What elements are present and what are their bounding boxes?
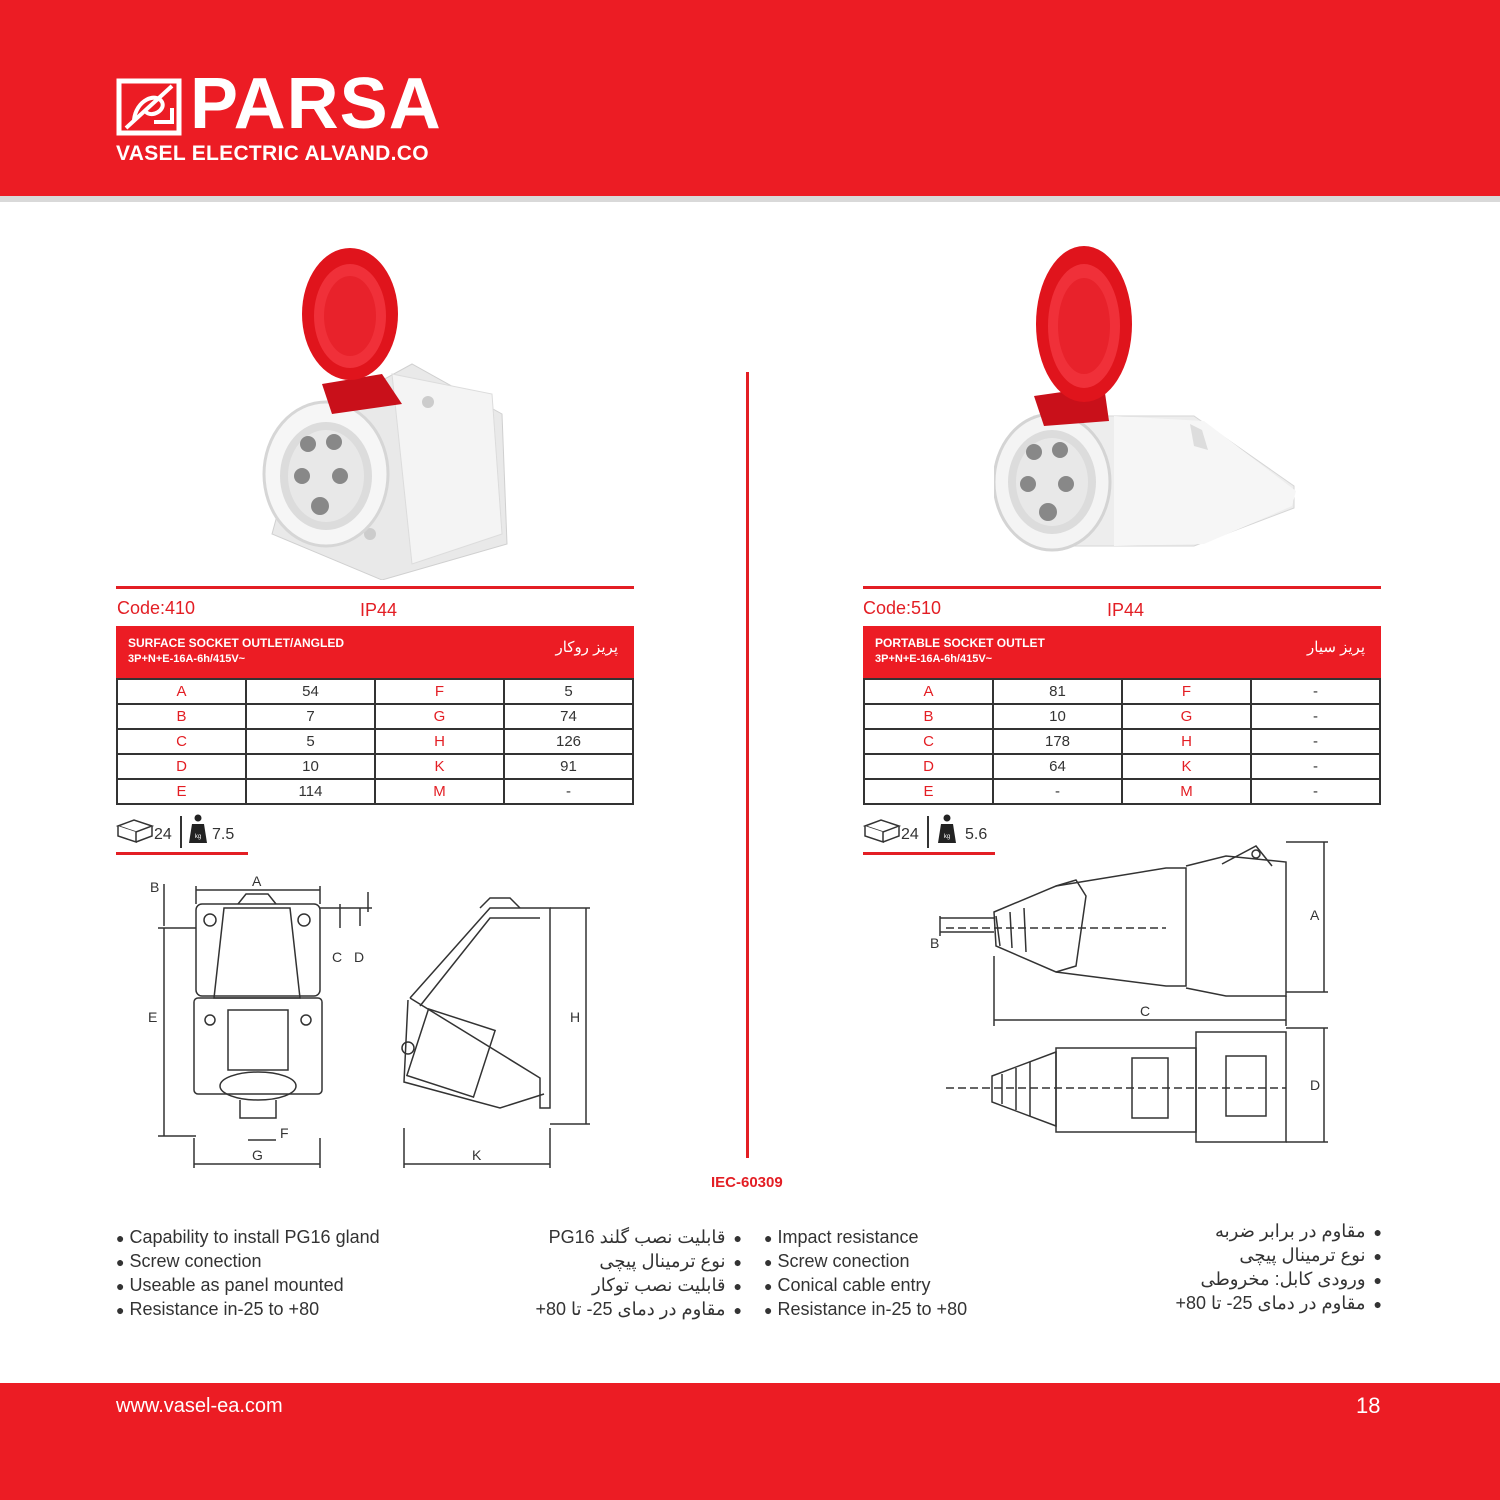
dim-key: A xyxy=(117,679,246,704)
dim-key: C xyxy=(864,729,993,754)
dim-label-b: B xyxy=(150,879,160,895)
ip-rating: IP44 xyxy=(360,600,398,620)
dim-key: H xyxy=(375,729,504,754)
list-item: ● Useable as panel mounted xyxy=(116,1274,380,1298)
dim-key: M xyxy=(375,779,504,804)
table-row xyxy=(864,779,1380,804)
product-code: Code:410 xyxy=(117,598,196,618)
dim-key: M xyxy=(1122,779,1251,804)
website-link[interactable]: www.vasel-ea.com xyxy=(116,1395,283,1417)
pack-quantity: 24 xyxy=(901,826,919,843)
table-row xyxy=(864,704,1380,729)
dim-key: A xyxy=(864,679,993,704)
list-item: ● Impact resistance xyxy=(764,1226,967,1250)
kg-label: kg xyxy=(943,834,951,840)
dim-key: H xyxy=(1122,729,1251,754)
dim-label-d: D xyxy=(1310,1077,1321,1093)
product-title-fa: پریز روکار xyxy=(555,639,618,656)
list-item: ● ورودی کابل: مخروطی xyxy=(1120,1268,1382,1292)
dim-value: 81 xyxy=(993,679,1122,704)
dim-key: B xyxy=(864,704,993,729)
features-list-en-right xyxy=(764,1226,967,1322)
portable-socket-photo xyxy=(994,246,1302,558)
dimension-table xyxy=(863,678,1381,805)
product-title-banner xyxy=(863,626,1381,678)
list-item: ● قابلیت نصب گلند PG16 xyxy=(480,1226,742,1250)
table-row xyxy=(864,679,1380,704)
list-item: ● قابلیت نصب توکار xyxy=(480,1274,742,1298)
list-item: ● Screw conection xyxy=(764,1250,967,1274)
brand-subtitle: VASEL ELECTRIC ALVAND.CO xyxy=(116,142,429,165)
dim-value: 10 xyxy=(993,704,1122,729)
dim-value: - xyxy=(1251,729,1380,754)
list-item: ● مقاوم در دمای ‎-25‎ تا ‎+80 xyxy=(1120,1292,1382,1316)
box-icon xyxy=(863,816,901,844)
dim-value: - xyxy=(504,779,633,804)
list-item: ● مقاوم در دمای ‎-25‎ تا ‎+80 xyxy=(480,1298,742,1322)
dim-value: - xyxy=(1251,679,1380,704)
list-item: ● Resistance in-25 to +80 xyxy=(116,1298,380,1322)
dim-value: - xyxy=(1251,754,1380,779)
features-list-fa-right xyxy=(1120,1220,1382,1316)
product-title-fa: پریز سیار xyxy=(1307,639,1365,656)
dim-label-b: B xyxy=(930,935,940,951)
list-item: ● Conical cable entry xyxy=(764,1274,967,1298)
dim-key: E xyxy=(864,779,993,804)
table-row xyxy=(117,729,633,754)
table-row xyxy=(117,679,633,704)
list-item: ● Capability to install PG16 gland xyxy=(116,1226,380,1250)
standard-label: IEC-60309 xyxy=(711,1174,783,1191)
list-item: ● Screw conection xyxy=(116,1250,380,1274)
dim-value: 126 xyxy=(504,729,633,754)
dim-value: 74 xyxy=(504,704,633,729)
product-title-banner xyxy=(116,626,634,678)
dimension-table xyxy=(116,678,634,805)
dim-label-c: C xyxy=(332,949,343,965)
product-spec: 3P+N+E-16A-6h/415V~ xyxy=(128,653,246,665)
dim-label-f: F xyxy=(280,1125,289,1141)
list-item: ● نوع ترمینال پیچی xyxy=(1120,1244,1382,1268)
dim-key: F xyxy=(375,679,504,704)
product-code: Code:510 xyxy=(863,598,942,618)
kg-label: kg xyxy=(194,834,202,840)
dim-value: 5 xyxy=(246,729,375,754)
parsa-logo-icon xyxy=(116,78,182,136)
table-row xyxy=(117,779,633,804)
dim-value: 5 xyxy=(504,679,633,704)
pack-separator xyxy=(180,816,182,848)
dim-value: - xyxy=(1251,779,1380,804)
portable-socket-drawing xyxy=(926,836,1338,1148)
dim-label-a: A xyxy=(1310,907,1320,923)
dim-value: 178 xyxy=(993,729,1122,754)
table-row xyxy=(117,704,633,729)
dim-key: D xyxy=(864,754,993,779)
dim-label-h: H xyxy=(570,1009,581,1025)
dim-value: 7 xyxy=(246,704,375,729)
list-item: ● مقاوم در برابر ضربه xyxy=(1120,1220,1382,1244)
table-row xyxy=(864,754,1380,779)
dim-key: F xyxy=(1122,679,1251,704)
dim-key: G xyxy=(1122,704,1251,729)
dim-key: C xyxy=(117,729,246,754)
dim-label-e: E xyxy=(148,1009,158,1025)
dim-value: 114 xyxy=(246,779,375,804)
table-row xyxy=(117,754,633,779)
weight-kg-icon xyxy=(188,814,208,844)
ip-rating: IP44 xyxy=(1107,600,1145,620)
product-title-en: SURFACE SOCKET OUTLET/ANGLED xyxy=(128,636,345,650)
dim-label-k: K xyxy=(472,1147,482,1163)
box-icon xyxy=(116,816,154,844)
page-header xyxy=(0,0,1500,202)
features-list-fa-left xyxy=(480,1226,742,1322)
product-spec: 3P+N+E-16A-6h/415V~ xyxy=(875,653,993,665)
product-title-en: PORTABLE SOCKET OUTLET xyxy=(875,636,1045,650)
dim-key: B xyxy=(117,704,246,729)
dim-value: 91 xyxy=(504,754,633,779)
dim-value: - xyxy=(1251,704,1380,729)
list-item: ● Resistance in-25 to +80 xyxy=(764,1298,967,1322)
packing-info xyxy=(116,814,256,854)
pack-quantity: 24 xyxy=(154,826,172,843)
surface-socket-photo xyxy=(262,244,518,580)
table-row xyxy=(864,729,1380,754)
dim-label-c: C xyxy=(1140,1003,1151,1019)
code-rule-right xyxy=(863,586,1381,589)
features-list-en-left xyxy=(116,1226,380,1322)
dim-key: K xyxy=(375,754,504,779)
dim-key: E xyxy=(117,779,246,804)
weight-value: 7.5 xyxy=(212,826,235,843)
dim-key: G xyxy=(375,704,504,729)
code-rule-left xyxy=(116,586,634,589)
dim-label-a: A xyxy=(252,873,262,889)
dim-label-d: D xyxy=(354,949,365,965)
brand-name: PARSA xyxy=(190,64,442,144)
dim-label-g: G xyxy=(252,1147,263,1163)
dim-value: 64 xyxy=(993,754,1122,779)
dim-key: K xyxy=(1122,754,1251,779)
weight-value: 5.6 xyxy=(965,826,988,843)
page-footer xyxy=(0,1383,1500,1500)
dim-value: 54 xyxy=(246,679,375,704)
page-number: 18 xyxy=(1356,1393,1381,1418)
center-divider xyxy=(746,372,749,1158)
pack-rule-left xyxy=(116,852,248,855)
surface-socket-drawing xyxy=(140,868,600,1174)
dim-value: 10 xyxy=(246,754,375,779)
dim-key: D xyxy=(117,754,246,779)
dim-value: - xyxy=(993,779,1122,804)
list-item: ● نوع ترمینال پیچی xyxy=(480,1250,742,1274)
